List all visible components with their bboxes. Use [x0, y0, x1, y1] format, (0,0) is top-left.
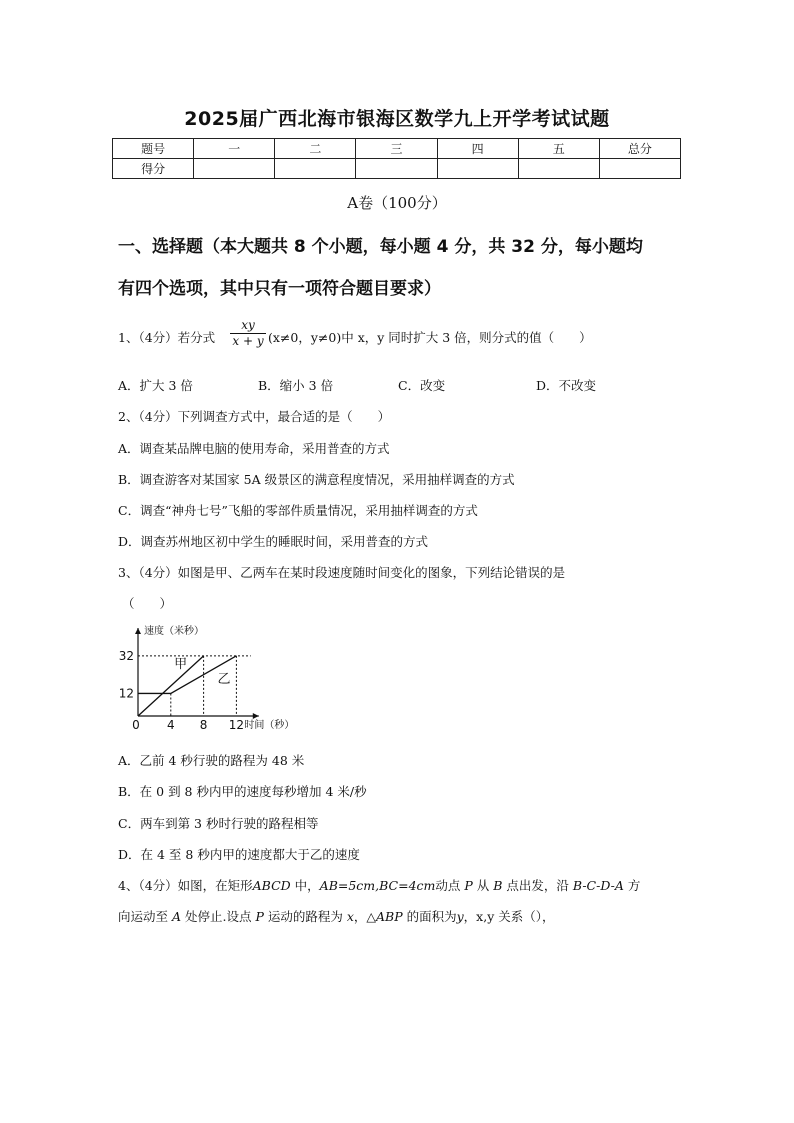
q3-stem: 3、（4分）如图是甲、乙两车在某时段速度随时间变化的图象，下列结论错误的是: [118, 565, 566, 580]
score-input-cell[interactable]: [194, 159, 275, 179]
q4-line1: [118, 876, 640, 894]
speed-time-chart: [112, 620, 332, 738]
q2-option-c: C．调查“神舟七号”飞船的零部件质量情况，采用抽样调查的方式: [118, 503, 478, 518]
score-cell: 总分: [599, 139, 680, 159]
q1-fraction-numerator: xy: [230, 318, 266, 334]
score-table: [112, 138, 681, 179]
q1-fraction-denominator: x + y: [232, 334, 264, 348]
x-tick-label: 12: [228, 718, 245, 732]
part1-heading-line1: 一、选择题（本大题共 8 个小题，每小题 4 分，共 32 分，每小题均: [118, 237, 643, 257]
score-input-cell[interactable]: [599, 159, 680, 179]
x-tick-label: 4: [166, 718, 175, 732]
q4-text: 处停止.设点: [181, 909, 256, 924]
score-table-score-row: [113, 159, 681, 179]
q1-option-d: D．不改变: [536, 378, 597, 393]
q4-text: 点出发，沿: [502, 878, 573, 893]
q1-option-c: C．改变: [398, 378, 446, 393]
q4-var: ABP: [376, 909, 403, 924]
q3-paren: （ ）: [122, 596, 173, 611]
q4-var: B: [493, 878, 503, 893]
q4-var: A: [171, 909, 182, 924]
score-row-label: 得分: [113, 159, 194, 179]
score-input-cell[interactable]: [437, 159, 518, 179]
q2-option-a: A．调查某品牌电脑的使用寿命，采用普查的方式: [118, 441, 390, 456]
q4-text: 运动的路程为: [263, 909, 347, 924]
part1-heading-line2: 有四个选项，其中只有一项符合题目要求）: [118, 279, 441, 299]
q4-var: P: [464, 878, 473, 893]
y-tick-label: 12: [118, 686, 134, 701]
q2-option-b: B．调查游客对某国家 5A 级景区的满意程度情况，采用抽样调查的方式: [118, 472, 515, 487]
score-cell: 一: [194, 139, 275, 159]
section-a-title: A卷（100分）: [347, 194, 447, 212]
q4-text: 向运动至: [118, 909, 172, 924]
q1-suffix: (x≠0，y≠0)中 x，y 同时扩大 3 倍，则分式的值（ ）: [268, 330, 592, 345]
score-cell: 二: [275, 139, 356, 159]
q1-option-a: A．扩大 3 倍: [118, 378, 193, 393]
q4-text: ，△: [353, 909, 376, 924]
q4-text: 的面积为: [402, 909, 457, 924]
q4-var: y: [456, 909, 464, 924]
score-cell: 题号: [113, 139, 194, 159]
q4-text: 从: [472, 878, 494, 893]
q1-prefix: 1、（4分）若分式: [118, 330, 216, 345]
y-axis-arrow: [135, 628, 141, 634]
score-table-header-row: [113, 139, 681, 159]
score-cell: 三: [356, 139, 437, 159]
y-tick-label: 32: [118, 648, 134, 663]
q4-var: P: [255, 909, 264, 924]
q2-option-d: D．调查苏州地区初中学生的睡眠时间，采用普查的方式: [118, 534, 429, 549]
q4-var: B-C-D-A: [572, 878, 624, 893]
x-tick-label: 8: [199, 718, 208, 732]
q1-fraction: [230, 318, 266, 349]
q4-text: 中，: [290, 878, 320, 893]
q4-line2: [118, 907, 554, 925]
q3-option-c: C．两车到第 3 秒时行驶的路程相等: [118, 816, 319, 831]
score-input-cell[interactable]: [275, 159, 356, 179]
series-label-yi: 乙: [217, 672, 231, 688]
q4-text: ，x,y 关系（），: [463, 909, 555, 924]
series-label-jia: 甲: [174, 657, 188, 673]
q2-stem: 2、（4分）下列调查方式中，最合适的是（ ）: [118, 409, 391, 424]
q3-option-a: A．乙前 4 秒行驶的路程为 48 米: [118, 753, 305, 768]
x-axis-label: 时间（秒）: [244, 720, 295, 731]
q4-var: ABCD: [252, 878, 291, 893]
score-input-cell[interactable]: [518, 159, 599, 179]
q3-option-d: D．在 4 至 8 秒内甲的速度都大于乙的速度: [118, 847, 360, 862]
y-axis-label: 速度（米秒）: [144, 626, 204, 637]
exam-title: 2025届广西北海市银海区数学九上开学考试试题: [184, 108, 610, 130]
x-axis-arrow: [253, 713, 259, 719]
score-cell: 五: [518, 139, 599, 159]
score-input-cell[interactable]: [356, 159, 437, 179]
q1-option-b: B．缩小 3 倍: [258, 378, 334, 393]
q4-var: AB=5cm,BC=4cm: [319, 878, 436, 893]
score-cell: 四: [437, 139, 518, 159]
q4-text: 4、（4分）如图，在矩形: [118, 878, 253, 893]
q4-var: x: [346, 909, 354, 924]
q4-text: 方: [623, 878, 641, 893]
origin-label: 0: [132, 718, 140, 732]
q4-text: 动点: [435, 878, 465, 893]
q3-option-b: B．在 0 到 8 秒内甲的速度每秒增加 4 米/秒: [118, 784, 367, 799]
